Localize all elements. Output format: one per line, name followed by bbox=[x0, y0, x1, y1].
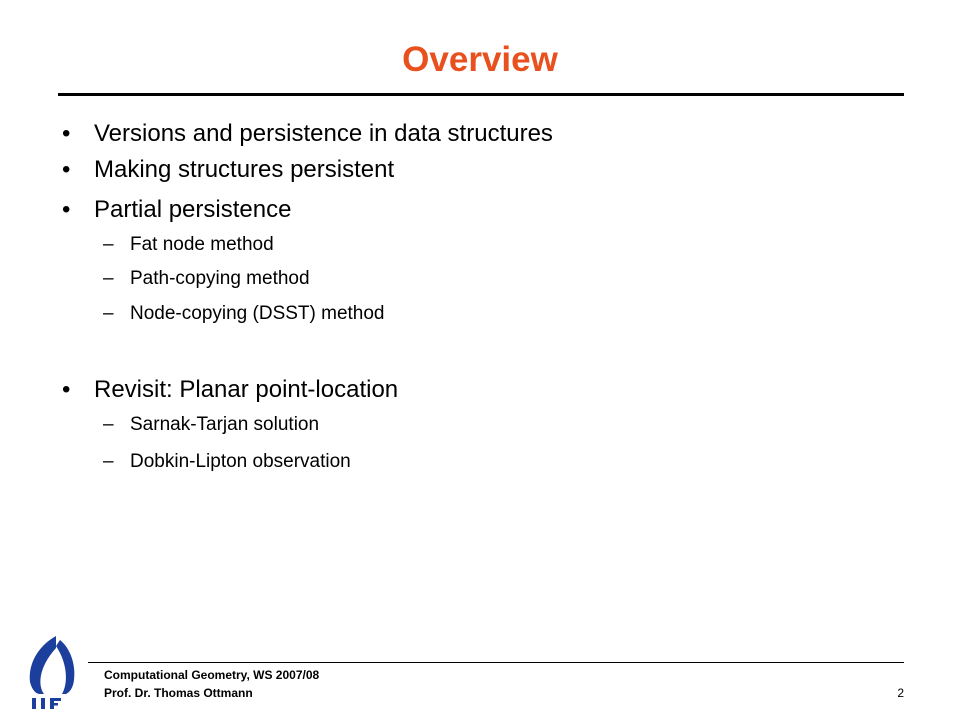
sub-bullet-text: Fat node method bbox=[130, 234, 274, 255]
slide-title: Overview bbox=[402, 40, 558, 79]
sub-bullet-text: Path-copying method bbox=[130, 268, 310, 289]
bullet-text: Versions and persistence in data structures bbox=[94, 120, 553, 147]
bullet-text: Making structures persistent bbox=[94, 156, 395, 183]
footer-lecturer: Prof. Dr. Thomas Ottmann bbox=[104, 686, 253, 700]
bullet-text: Partial persistence bbox=[94, 196, 292, 223]
sub-bullet-marker: – bbox=[103, 414, 114, 435]
footer-divider bbox=[88, 662, 904, 663]
sub-bullet-text: Node-copying (DSST) method bbox=[130, 303, 385, 324]
bullet-text: Revisit: Planar point-location bbox=[94, 376, 399, 403]
logo-letter-i2 bbox=[41, 698, 45, 709]
logo-letter-f-mid bbox=[50, 703, 58, 706]
sub-bullet-marker: – bbox=[103, 234, 114, 255]
title-divider bbox=[58, 93, 904, 96]
bullet-marker: • bbox=[62, 196, 71, 223]
logo-letter-f-top bbox=[50, 698, 61, 701]
page-number: 2 bbox=[897, 686, 904, 700]
bullet-marker: • bbox=[62, 120, 71, 147]
sub-bullet-marker: – bbox=[103, 268, 114, 289]
sub-bullet-text: Dobkin-Lipton observation bbox=[130, 451, 351, 472]
sub-bullet-text: Sarnak-Tarjan solution bbox=[130, 414, 320, 435]
footer-course: Computational Geometry, WS 2007/08 bbox=[104, 668, 320, 682]
logo-right-swoosh bbox=[56, 640, 74, 694]
sub-bullet-marker: – bbox=[103, 451, 114, 472]
sub-bullet-marker: – bbox=[103, 303, 114, 324]
bullet-marker: • bbox=[62, 156, 71, 183]
iif-logo bbox=[26, 634, 82, 710]
logo-letter-i1 bbox=[32, 698, 36, 709]
logo-left-swoosh bbox=[30, 636, 56, 694]
bullet-marker: • bbox=[62, 376, 71, 403]
